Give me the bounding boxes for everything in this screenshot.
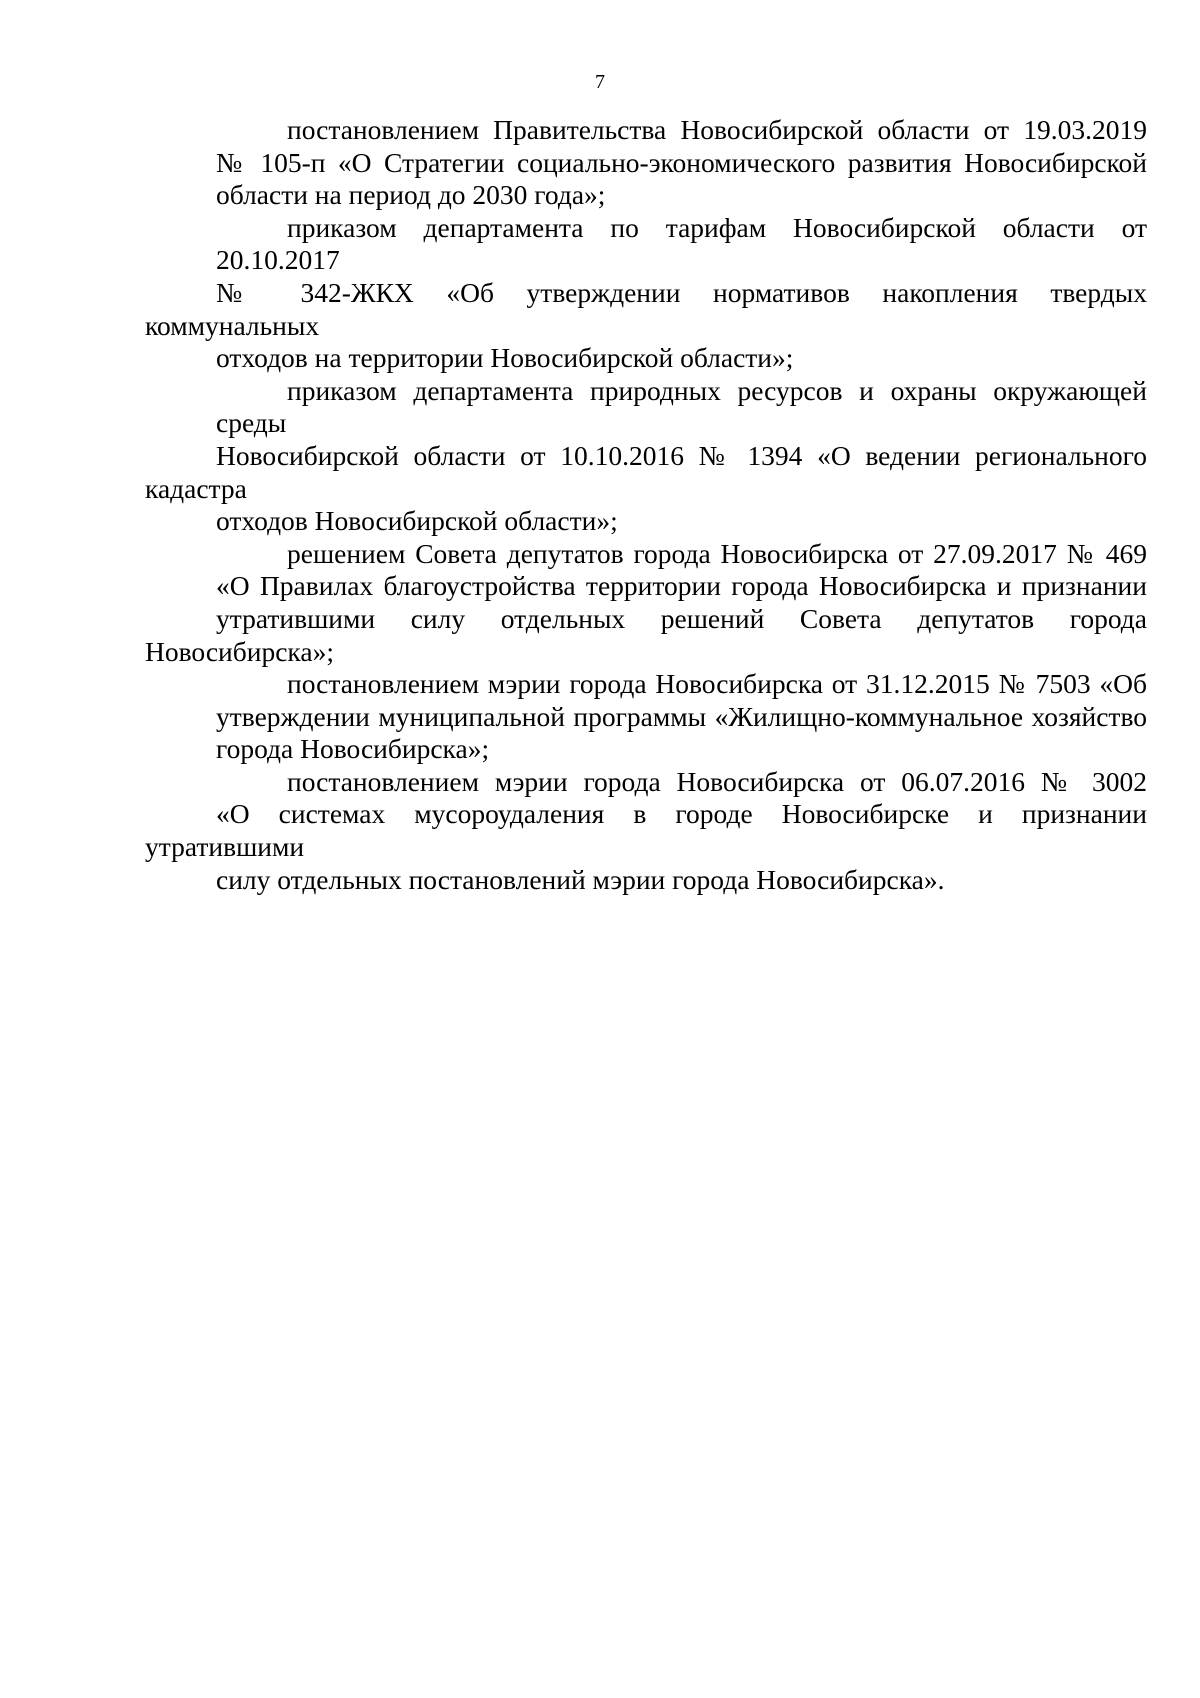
paragraph-council-decision xyxy=(145,538,1147,668)
text-line: № 105-п «О Стратегии социально-экономического развития Новосибирской xyxy=(216,146,1147,178)
paragraph-natural-resources-order xyxy=(145,375,1147,538)
paragraph-municipal-program xyxy=(145,668,1147,766)
text-line: приказом департамента по тарифам Новосибирской области от 20.10.2017 xyxy=(216,211,1147,276)
text-line: Новосибирской области от 10.10.2016 № 1394 «О ведении регионального кадастра xyxy=(145,439,1147,504)
text-line: № 342-ЖКХ «Об утверждении нормативов накопления твердых коммунальных xyxy=(145,276,1147,341)
paragraph-tariff-order xyxy=(145,212,1147,375)
text-line: отходов на территории Новосибирской области»; xyxy=(216,342,794,374)
text-line: постановлением Правительства Новосибирской области от 19.03.2019 xyxy=(287,114,1147,145)
text-line: города Новосибирска»; xyxy=(216,733,490,765)
text-line: «О Правилах благоустройства территории города Новосибирска и признании xyxy=(216,570,1147,602)
text-line: силу отдельных постановлений мэрии города Новосибирска». xyxy=(216,863,945,895)
text-line: постановлением мэрии города Новосибирска от 06.07.2016 № 3002 xyxy=(287,765,1147,797)
page-number: 7 xyxy=(595,71,605,93)
text-line: утратившими силу отдельных решений Совета депутатов города Новосибирска»; xyxy=(145,602,1147,667)
text-line: «О системах мусороудаления в городе Новосибирске и признании утратившими xyxy=(145,798,1147,863)
document-body xyxy=(145,114,1147,896)
paragraph-regional-strategy xyxy=(145,114,1147,212)
text-line: утверждении муниципальной программы «Жилищно-коммунальное хозяйство xyxy=(216,700,1147,732)
text-line: области на период до 2030 года»; xyxy=(216,179,606,211)
text-line: постановлением мэрии города Новосибирска от 31.12.2015 № 7503 «Об xyxy=(287,668,1147,700)
text-line: отходов Новосибирской области»; xyxy=(216,505,618,537)
text-line: приказом департамента природных ресурсов и охраны окружающей среды xyxy=(216,374,1147,439)
text-line: решением Совета депутатов города Новосибирска от 27.09.2017 № 469 xyxy=(287,537,1147,569)
paragraph-garbage-disposal xyxy=(145,766,1147,896)
